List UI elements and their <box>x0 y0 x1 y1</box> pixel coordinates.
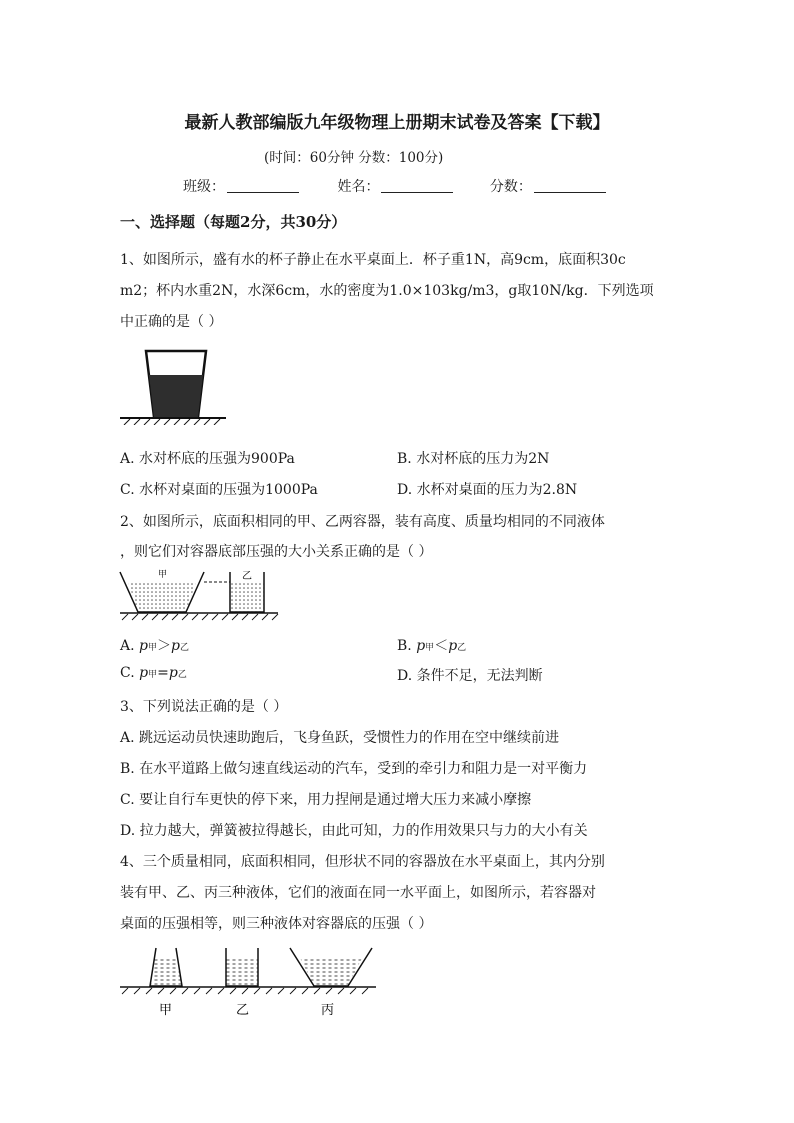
symbol-p: p <box>416 638 426 654</box>
q1-line-1: 1、如图所示，盛有水的杯子静止在水平桌面上．杯子重1N，高9cm，底面积30c <box>120 252 626 268</box>
q1-option-c[interactable]: C. 水杯对桌面的压强为1000Pa <box>120 482 318 498</box>
subscript-yi: 乙 <box>179 643 189 653</box>
symbol-p: p <box>168 665 178 681</box>
q2-option-c[interactable] <box>120 665 187 681</box>
q2-containers-figure <box>118 566 293 626</box>
operator: ＞ <box>157 638 171 654</box>
symbol-p: p <box>448 638 458 654</box>
q2-line-2: ，则它们对容器底部压强的大小关系正确的是（ ） <box>120 544 433 560</box>
q1-line-3: 中正确的是（ ） <box>120 314 223 330</box>
q2-label-jia: 甲 <box>158 570 168 580</box>
subscript-jia: 甲 <box>147 643 157 653</box>
name-label: 姓名： <box>337 179 380 195</box>
name-blank[interactable] <box>381 178 453 193</box>
q4-line-2: 装有甲、乙、丙三种液体，它们的液面在同一水平面上，如图所示，若容器对 <box>120 885 596 901</box>
q3-option-c[interactable]: C. 要让自行车更快的停下来，用力捏闸是通过增大压力来减小摩擦 <box>120 792 532 808</box>
q1-cup-figure <box>118 345 228 425</box>
option-prefix: B. <box>397 638 417 654</box>
q4-label-yi: 乙 <box>236 1003 250 1018</box>
symbol-p: p <box>139 665 149 681</box>
q2-line-1: 2、如图所示，底面积相同的甲、乙两容器，装有高度、质量均相同的不同液体 <box>120 514 605 530</box>
symbol-p: p <box>139 638 148 654</box>
q1-line-2: m2；杯内水重2N，水深6cm，水的密度为1.0×103kg/m3，g取10N/kg．下列选项 <box>120 283 654 299</box>
operator: ＜ <box>434 638 449 654</box>
q2-option-b[interactable] <box>397 635 466 655</box>
option-prefix: A. <box>120 638 140 654</box>
operator: = <box>157 665 169 681</box>
subscript-jia: 甲 <box>425 643 435 653</box>
subscript-jia: 甲 <box>148 670 158 680</box>
q3-option-b[interactable]: B. 在水平道路上做匀速直线运动的汽车，受到的牵引力和阻力是一对平衡力 <box>120 761 588 777</box>
q4-line-3: 桌面的压强相等，则三种液体对容器底的压强（ ） <box>120 916 433 932</box>
q4-line-1: 4、三个质量相同，底面积相同，但形状不同的容器放在水平桌面上，其内分别 <box>120 854 605 870</box>
option-prefix: C. <box>120 665 140 681</box>
q2-label-yi: 乙 <box>242 571 252 582</box>
exam-info: (时间：60分钟 分数：100分) <box>264 150 444 166</box>
section-heading: 一、选择题（每题2分，共30分） <box>120 213 347 231</box>
symbol-p: p <box>171 638 180 654</box>
q4-label-bing: 丙 <box>321 1003 335 1018</box>
page-title: 最新人教部编版九年级物理上册期末试卷及答案【下载】 <box>184 113 610 133</box>
score-blank[interactable] <box>534 178 606 193</box>
q2-option-a[interactable] <box>120 635 189 655</box>
score-label: 分数： <box>489 179 532 195</box>
q1-option-b[interactable]: B. 水对杯底的压力为2N <box>397 451 550 467</box>
class-label: 班级： <box>183 179 225 195</box>
q3-line: 3、下列说法正确的是（ ） <box>120 699 288 715</box>
q4-label-jia: 甲 <box>159 1003 173 1018</box>
q1-option-a[interactable]: A. 水对杯底的压强为900Pa <box>120 451 295 467</box>
class-blank[interactable] <box>227 178 299 193</box>
q4-containers-figure <box>118 942 378 1024</box>
q3-option-a[interactable]: A. 跳远运动员快速助跑后，飞身鱼跃，受惯性力的作用在空中继续前进 <box>120 730 560 746</box>
q2-option-d[interactable]: D. 条件不足，无法判断 <box>397 668 543 684</box>
subscript-yi: 乙 <box>457 643 467 653</box>
student-fields <box>183 176 606 196</box>
subscript-yi: 乙 <box>177 670 187 680</box>
q1-option-d[interactable]: D. 水杯对桌面的压力为2.8N <box>397 482 578 498</box>
q3-option-d[interactable]: D. 拉力越大，弹簧被拉得越长，由此可知，力的作用效果只与力的大小有关 <box>120 823 588 839</box>
